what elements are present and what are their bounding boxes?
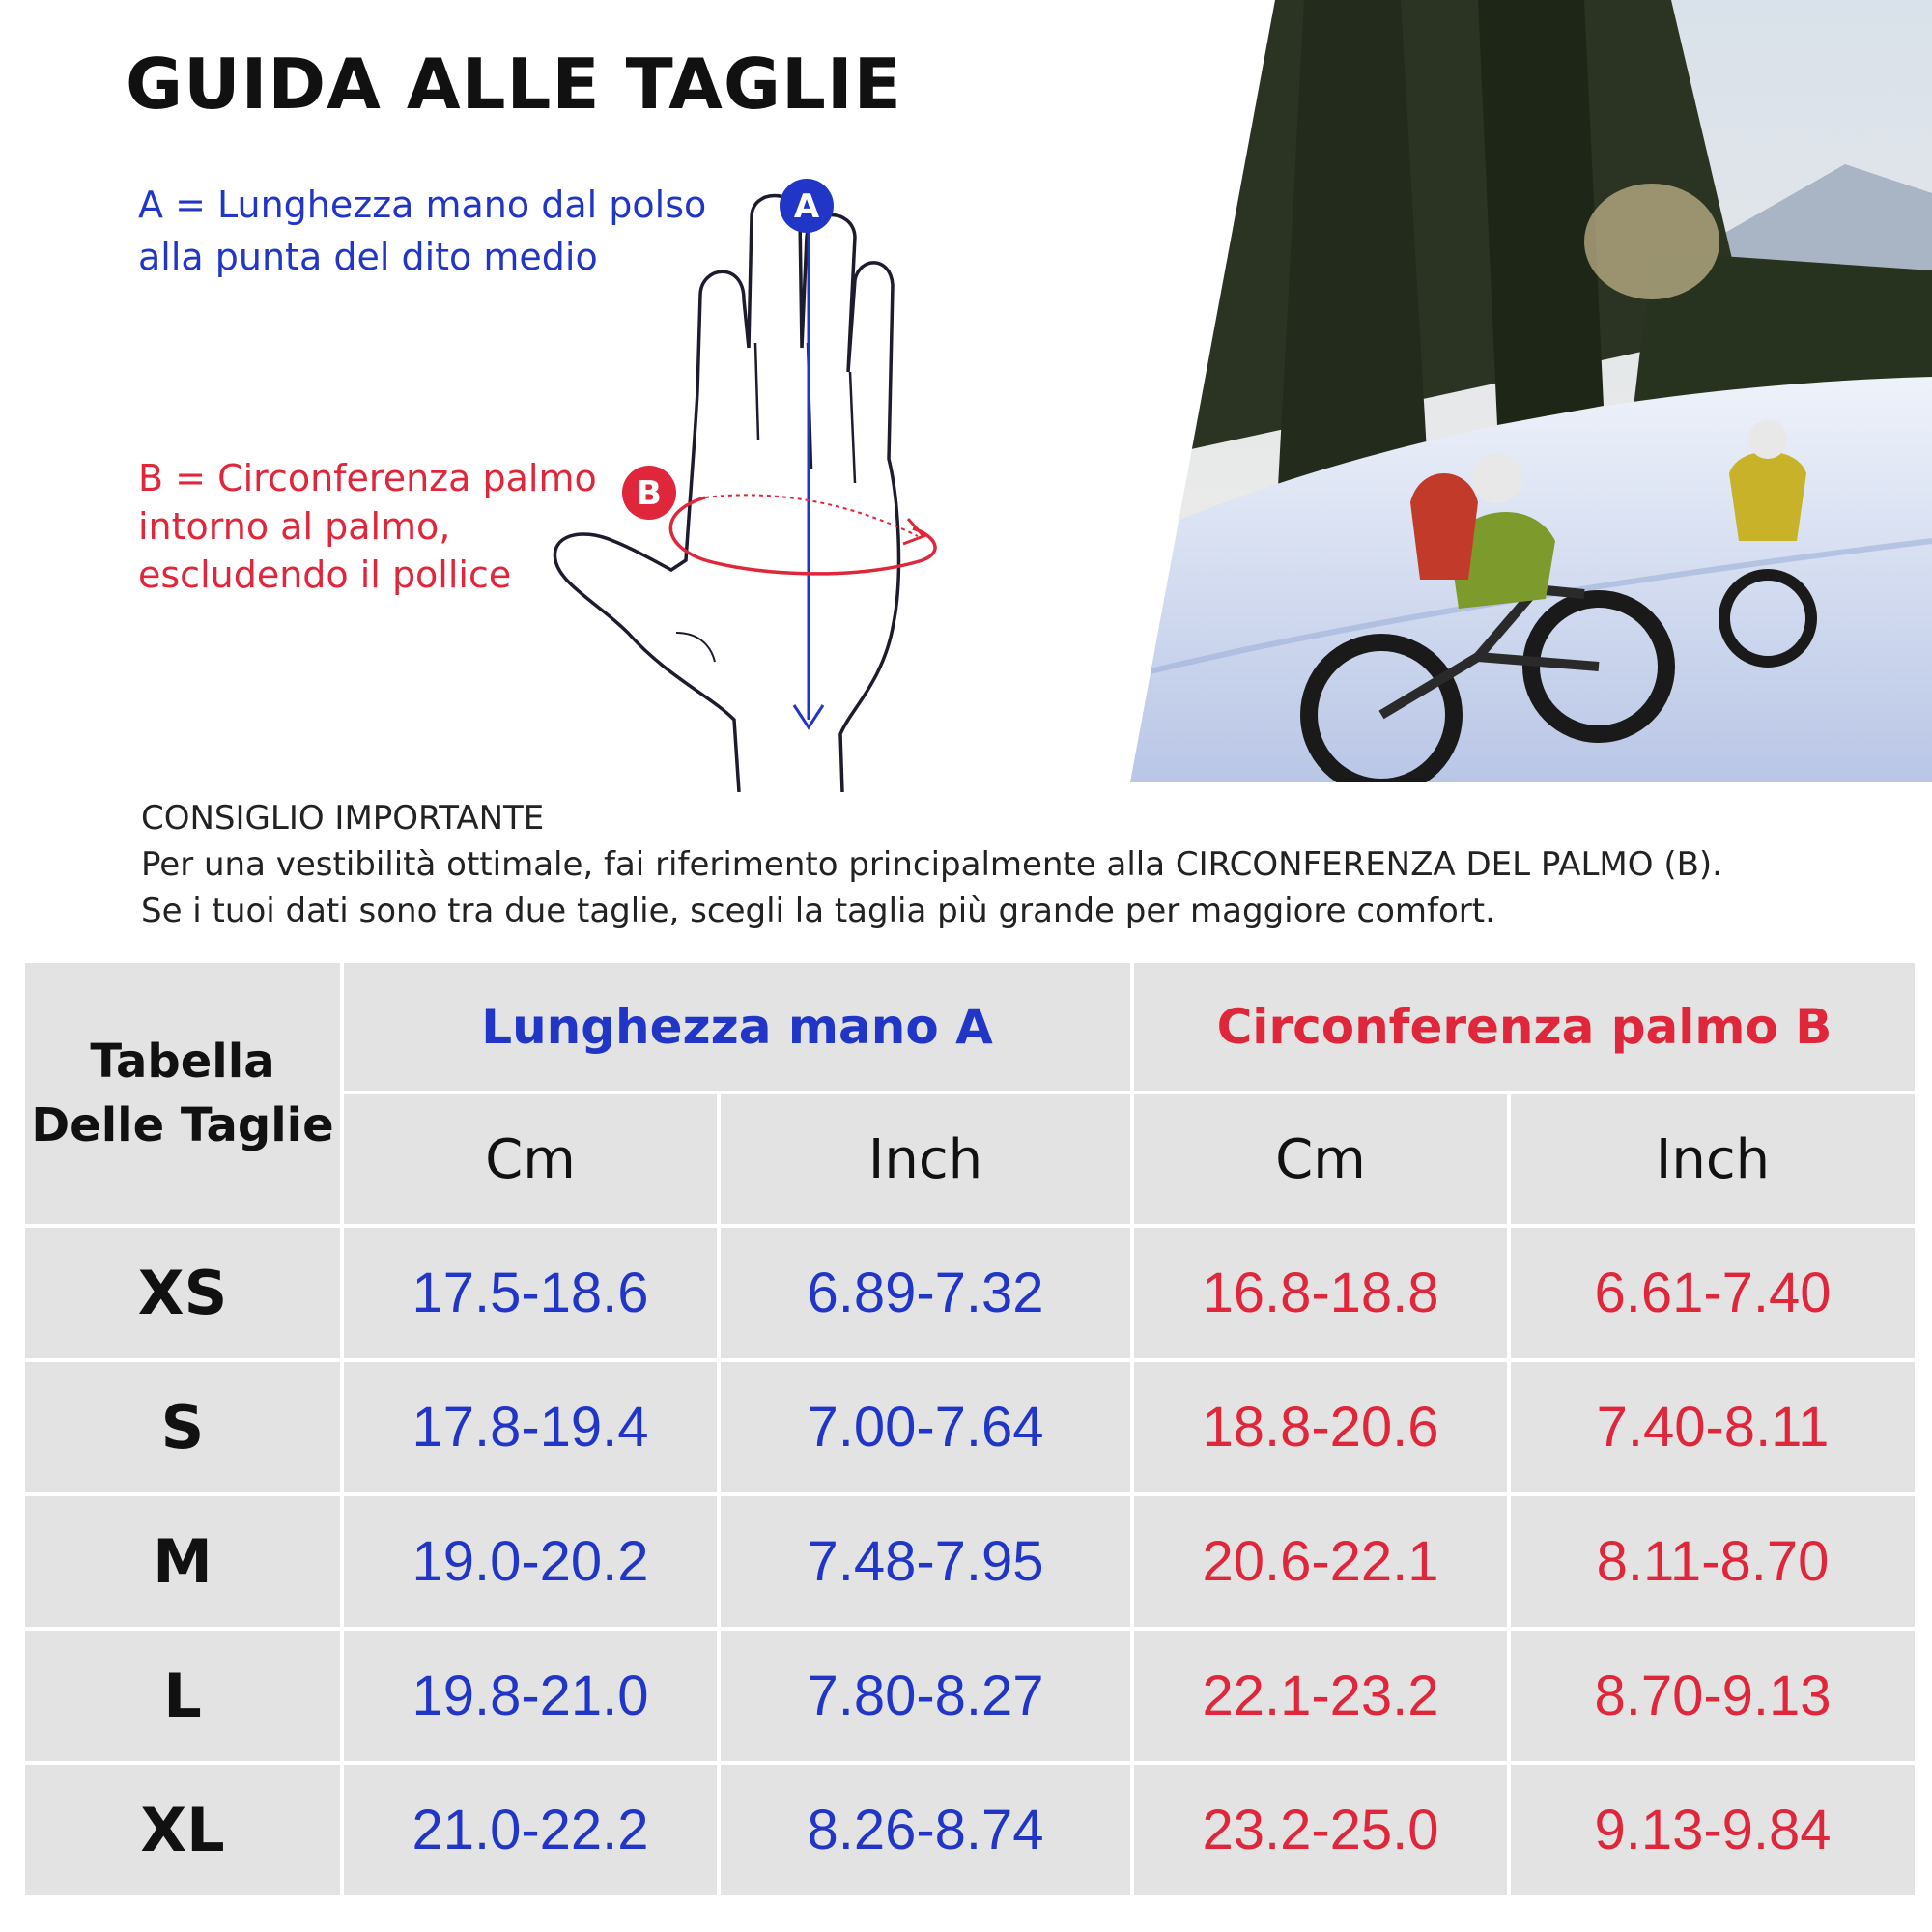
hand-length-cm: 17.5-18.6: [342, 1226, 719, 1360]
unit-b-inch: Inch: [1509, 1093, 1917, 1226]
hand-length-inch: 7.80-8.27: [719, 1629, 1132, 1763]
legend-a-text: A = Lunghezza mano dal polso alla punta del dito medio: [138, 184, 707, 278]
palm-circ-cm: 18.8-20.6: [1132, 1360, 1509, 1494]
hand-length-cm: 21.0-22.2: [342, 1763, 719, 1897]
unit-b-cm: Cm: [1132, 1093, 1509, 1226]
hand-length-inch: 7.00-7.64: [719, 1360, 1132, 1494]
size-label: XS: [23, 1226, 342, 1360]
palm-circ-cm: 20.6-22.1: [1132, 1494, 1509, 1629]
legend-b-text: B = Circonferenza palmo intorno al palmo, escludendo il pollice: [138, 457, 597, 596]
table-corner-label: Tabella Delle Taglie: [23, 961, 342, 1226]
size-table: [21, 959, 1918, 1899]
hand-length-cm: 17.8-19.4: [342, 1360, 719, 1494]
arrow-b-icon: [903, 519, 923, 544]
palm-circ-inch: 6.61-7.40: [1509, 1226, 1917, 1360]
size-label: S: [23, 1360, 342, 1494]
hand-length-inch: 6.89-7.32: [719, 1226, 1132, 1360]
tip-line-2: Se i tuoi dati sono tra due taglie, scegli la taglia più grande per maggiore comfort.: [141, 892, 1495, 930]
palm-circ-inch: 7.40-8.11: [1509, 1360, 1917, 1494]
hand-length-inch: 8.26-8.74: [719, 1763, 1132, 1897]
winter-bike-photo: [1130, 0, 1932, 782]
hand-length-cm: 19.8-21.0: [342, 1629, 719, 1763]
palm-circ-cm: 23.2-25.0: [1132, 1763, 1509, 1897]
page-title: GUIDA ALLE TAGLIE: [126, 43, 902, 125]
hand-measurement-diagram: [541, 179, 966, 792]
hand-outline: [554, 196, 898, 793]
size-label: L: [23, 1629, 342, 1763]
palm-circ-inch: 8.11-8.70: [1509, 1494, 1917, 1629]
palm-circ-inch: 9.13-9.84: [1509, 1763, 1917, 1897]
size-label: M: [23, 1494, 342, 1629]
table-header-row: [23, 961, 1917, 1093]
table-row: [23, 1360, 1917, 1494]
palm-circ-cm: 16.8-18.8: [1132, 1226, 1509, 1360]
unit-a-cm: Cm: [342, 1093, 719, 1226]
header-palm-circumference: Circonferenza palmo B: [1132, 961, 1917, 1093]
svg-text:A: A: [793, 187, 820, 226]
important-tip: [141, 795, 1880, 934]
palm-circ-inch: 8.70-9.13: [1509, 1629, 1917, 1763]
hand-length-inch: 7.48-7.95: [719, 1494, 1132, 1629]
svg-text:B: B: [637, 474, 662, 513]
table-row: [23, 1494, 1917, 1629]
hand-length-cm: 19.0-20.2: [342, 1494, 719, 1629]
table-row: [23, 1629, 1917, 1763]
palm-circ-cm: 22.1-23.2: [1132, 1629, 1509, 1763]
size-label: XL: [23, 1763, 342, 1897]
table-row: [23, 1763, 1917, 1897]
header-hand-length: Lunghezza mano A: [342, 961, 1132, 1093]
tip-line-1: Per una vestibilità ottimale, fai riferimento principalmente alla CIRCONFERENZA DEL PALMO (B).: [141, 845, 1722, 884]
table-row: [23, 1226, 1917, 1360]
tip-heading: CONSIGLIO IMPORTANTE: [141, 799, 545, 838]
unit-a-inch: Inch: [719, 1093, 1132, 1226]
